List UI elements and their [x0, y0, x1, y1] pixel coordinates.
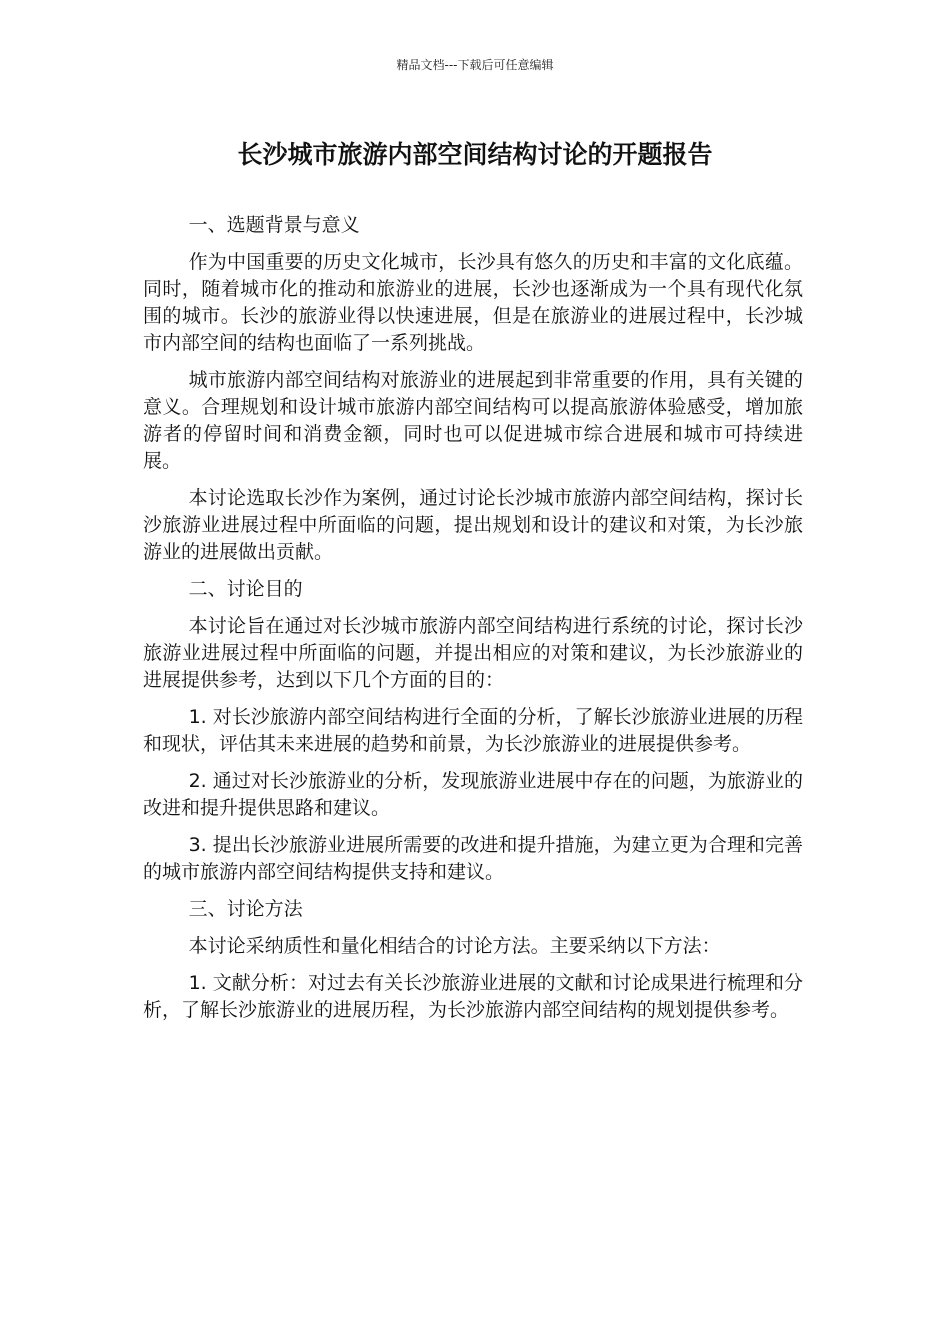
list-item: 1. 对长沙旅游内部空间结构进行全面的分析，了解长沙旅游业进展的历程和现状，评估其未来进展的趋势和前景，为长沙旅游业的进展提供参考。: [143, 706, 803, 755]
list-item: 3. 提出长沙旅游业进展所需要的改进和提升措施，为建立更为合理和完善的城市旅游内部空间结构提供支持和建议。: [143, 834, 803, 883]
document-body: [143, 212, 803, 1034]
document-title: 长沙城市旅游内部空间结构讨论的开题报告: [237, 140, 713, 169]
header-note: 精品文档---下载后可任意编辑: [396, 58, 554, 72]
section-heading-method: 三、讨论方法: [188, 898, 303, 920]
paragraph: 本讨论选取长沙作为案例，通过讨论长沙城市旅游内部空间结构，探讨长沙旅游业进展过程中所面临的问题，提出规划和设计的建议和对策，为长沙旅游业的进展做出贡献。: [143, 487, 803, 563]
list-item: 1. 文献分析：对过去有关长沙旅游业进展的文献和讨论成果进行梳理和分析，了解长沙旅游业的进展历程，为长沙旅游内部空间结构的规划提供参考。: [143, 972, 803, 1021]
list-item: 2. 通过对长沙旅游业的分析，发现旅游业进展中存在的问题，为旅游业的改进和提升提供思路和建议。: [143, 770, 803, 819]
paragraph: 城市旅游内部空间结构对旅游业的进展起到非常重要的作用，具有关键的意义。合理规划和设计城市旅游内部空间结构可以提高旅游体验感受，增加旅游者的停留时间和消费金额，同时也可以促进城市综合进展和城市可持续进展。: [143, 369, 803, 472]
section-heading-background: 一、选题背景与意义: [188, 214, 360, 236]
paragraph: 本讨论采纳质性和量化相结合的讨论方法。主要采纳以下方法：: [188, 935, 721, 957]
section-heading-purpose: 二、讨论目的: [188, 578, 303, 600]
paragraph: 本讨论旨在通过对长沙城市旅游内部空间结构进行系统的讨论，探讨长沙旅游业进展过程中所面临的问题，并提出相应的对策和建议，为长沙旅游业的进展提供参考，达到以下几个方面的目的：: [143, 615, 803, 691]
paragraph: 作为中国重要的历史文化城市，长沙具有悠久的历史和丰富的文化底蕴。同时，随着城市化的推动和旅游业的进展，长沙也逐渐成为一个具有现代化氛围的城市。长沙的旅游业得以快速进展，但是在旅游业的进展过程中，长沙城市内部空间的结构也面临了一系列挑战。: [143, 251, 803, 354]
